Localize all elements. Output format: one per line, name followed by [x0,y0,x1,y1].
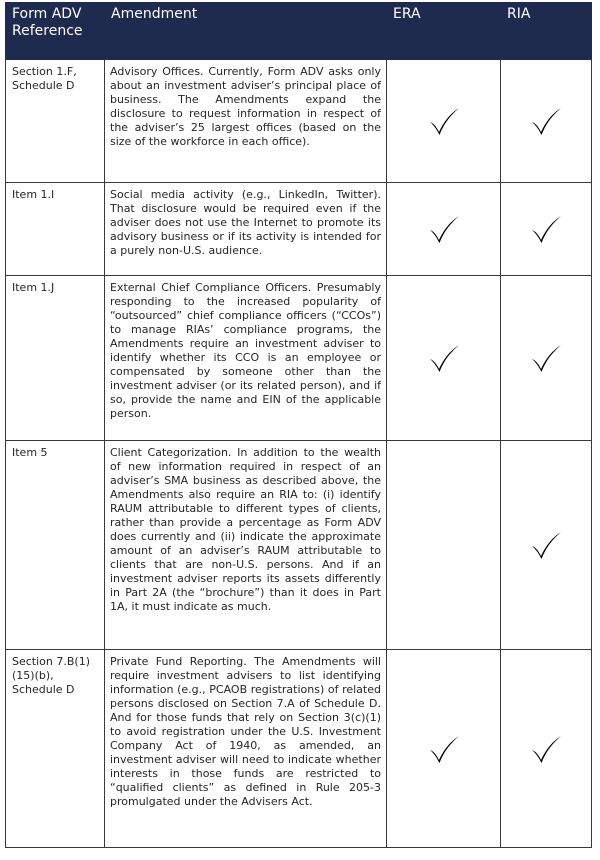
header-ria: RIA [501,3,592,60]
era-cell [387,650,501,848]
header-era: ERA [387,3,501,60]
header-row [6,3,592,60]
ref-cell: Section 7.B(1)(15)(b), Schedule D [6,650,105,848]
table-row [6,650,592,848]
era-cell [387,60,501,183]
amendment-cell: Private Fund Reporting. The Amendments will require investment advisers to list identifying information (e.g., PCAOB registrations) of related persons disclosed on Section 7.A of Schedule D. And for those funds that rely on Section 3(c)(1) to avoid registration under the U.S. Investment Company Act of 1940, as amended, an investment adviser will need to indicate whether interests in those funds are restricted to “qualified clients” as defined in Rule 205-3 promulgated under the Advisers Act. [105,650,387,848]
ref-cell: Section 1.F, Schedule D [6,60,105,183]
checkmark-icon [427,214,461,244]
amendment-cell: Advisory Offices. Currently, Form ADV asks only about an investment adviser’s principal place of business. The Amendments expand the disclosure to request information in respect of the adviser’s 25 largest offices (based on the size of the workforce in each office). [105,60,387,183]
table-row [6,276,592,441]
ref-cell: Item 5 [6,441,105,650]
amendment-cell: Social media activity (e.g., LinkedIn, Twitter). That disclosure would be required even if the adviser does not use the Internet to promote its advisory business or if its activity is intended for a purely non-U.S. audience. [105,183,387,276]
ref-cell: Item 1.I [6,183,105,276]
era-cell [387,276,501,441]
table-body [6,60,592,848]
checkmark-icon [529,734,563,764]
checkmark-icon [529,214,563,244]
era-cell [387,441,501,650]
ria-cell [501,441,592,650]
checkmark-icon [529,343,563,373]
table-row [6,441,592,650]
checkmark-icon [427,106,461,136]
era-cell [387,183,501,276]
ria-cell [501,276,592,441]
amendment-cell: Client Categorization. In addition to the wealth of new information required in respect of an adviser’s SMA business as described above, the Amendments also require an RIA to: (i) identify RAUM attributable to different types of clients, rather than provide a percentage as Form ADV does currently and (ii) indicate the approximate amount of an adviser’s RAUM attributable to clients that are non-U.S. persons. And if an investment adviser reports its assets differently in Part 2A (the “brochure”) than it does in Part 1A, it must indicate as much. [105,441,387,650]
ria-cell [501,60,592,183]
amendments-table [5,2,592,848]
header-ref: Form ADV Reference [6,3,105,60]
ref-cell: Item 1.J [6,276,105,441]
ria-cell [501,183,592,276]
checkmark-icon [427,343,461,373]
checkmark-icon [427,734,461,764]
table-row [6,183,592,276]
table-row [6,60,592,183]
checkmark-icon [529,530,563,560]
table-header [6,3,592,60]
ria-cell [501,650,592,848]
amendment-cell: External Chief Compliance Officers. Presumably responding to the increased popularity of “outsourced” chief compliance officers (“CCOs”) to manage RIAs’ compliance programs, the Amendments require an investment adviser to identify whether its CCO is an employee or compensated by someone other than the investment adviser (or its related person), and if so, provide the name and EIN of the applicable person. [105,276,387,441]
header-amendment: Amendment [105,3,387,60]
checkmark-icon [529,106,563,136]
